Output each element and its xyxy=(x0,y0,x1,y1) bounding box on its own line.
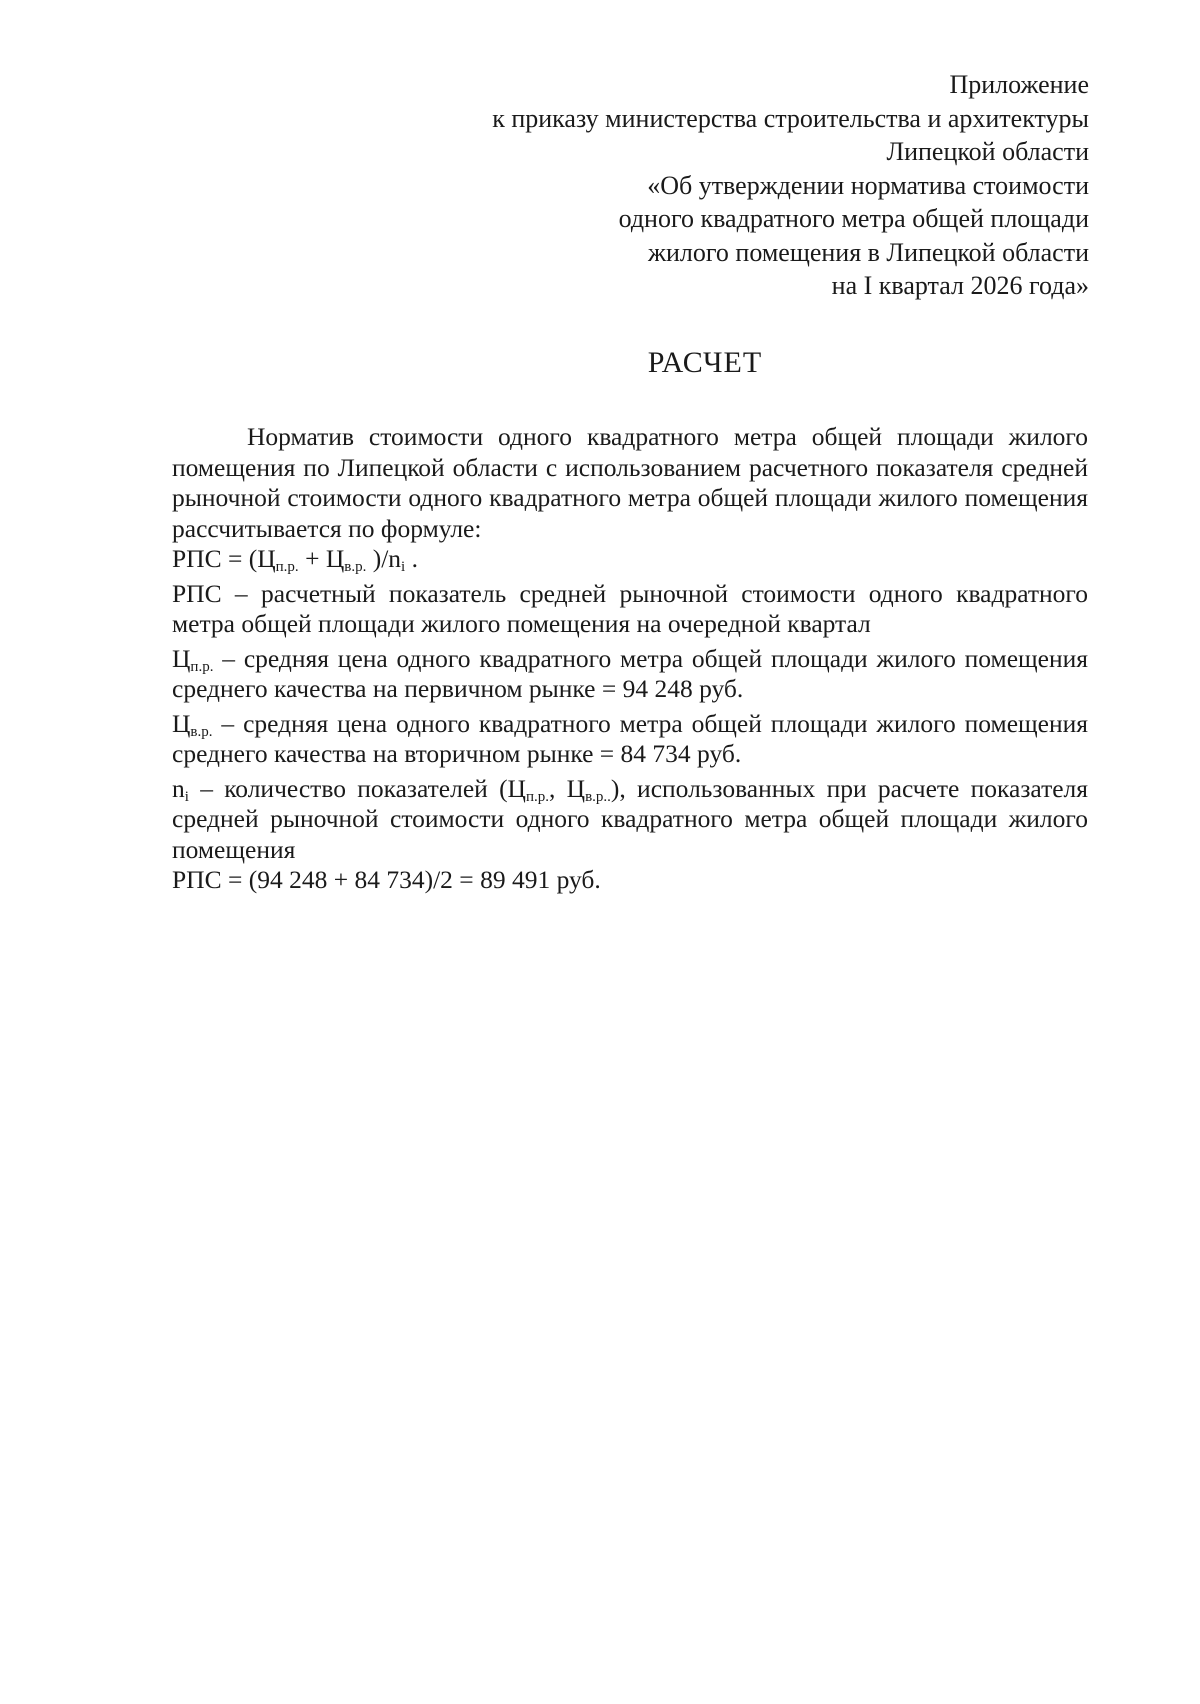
primary-price-definition xyxy=(172,644,1088,705)
formula-prefix: РПС = (Ц xyxy=(172,544,276,573)
header-line-1: Приложение xyxy=(949,70,1089,99)
document-title: РАСЧЕТ xyxy=(647,346,763,379)
document-body xyxy=(172,422,1088,896)
header-line-4: «Об утверждении норматива стоимости xyxy=(647,170,1089,200)
formula-line xyxy=(172,544,1088,575)
ni-text-3: ), использованных при расчете показателя средней рыночной стоимости одного квадратного метра общей площади жилого помещения xyxy=(172,773,1088,864)
secondary-price-definition xyxy=(172,709,1088,770)
formula-mid: + Ц xyxy=(298,544,345,573)
ni-text-2: , Ц xyxy=(549,773,586,803)
formula-end: )/n xyxy=(366,544,402,573)
primary-price-symbol: Ц xyxy=(172,643,191,673)
intro-paragraph: Норматив стоимости одного квадратного метра общей площади жилого помещения по Липецкой области с использованием расчетного показателя средней рыночной стоимости одного квадратного метра общей площади жилого помещения рассчитывается по формуле: xyxy=(172,422,1088,543)
secondary-price-symbol: Ц xyxy=(172,708,191,738)
appendix-header xyxy=(289,68,1089,303)
ni-text-1: – количество показателей (Ц xyxy=(188,773,526,803)
ni-sub: i xyxy=(184,788,189,805)
secondary-price-text: – средняя цена одного квадратного метра общей площади жилого помещения среднего качества на вторичном рынке = 84 734 руб. xyxy=(172,708,1088,768)
rps-definition: РПС – расчетный показатель средней рыночной стоимости одного квадратного метра общей площади жилого помещения на очередной квартал xyxy=(172,578,1088,638)
formula-sub-vr: в.р. xyxy=(344,559,367,575)
header-line-3: Липецкой области xyxy=(886,137,1089,166)
ni-sub-vr: в.р.. xyxy=(585,788,611,805)
ni-symbol: n xyxy=(172,773,185,803)
formula-sub-pr: п.р. xyxy=(275,559,299,575)
formula-sub-i: i xyxy=(401,559,406,575)
header-line-2: к приказу министерства строительства и архитектуры xyxy=(492,103,1089,133)
formula-tail: . xyxy=(405,544,418,573)
ni-sub-pr: п.р. xyxy=(525,788,550,805)
header-line-6: жилого помещения в Липецкой области xyxy=(648,237,1089,267)
primary-price-sub: п.р. xyxy=(190,658,214,675)
secondary-price-sub: в.р. xyxy=(190,723,213,740)
indicator-count-definition xyxy=(172,774,1088,866)
result-line: РПС = (94 248 + 84 734)/2 = 89 491 руб. xyxy=(172,865,601,894)
header-line-5: одного квадратного метра общей площади xyxy=(618,204,1089,233)
primary-price-text: – средняя цена одного квадратного метра общей площади жилого помещения среднего качества на первичном рынке = 94 248 руб. xyxy=(172,643,1088,703)
header-line-7: на I квартал 2026 года» xyxy=(831,271,1089,300)
